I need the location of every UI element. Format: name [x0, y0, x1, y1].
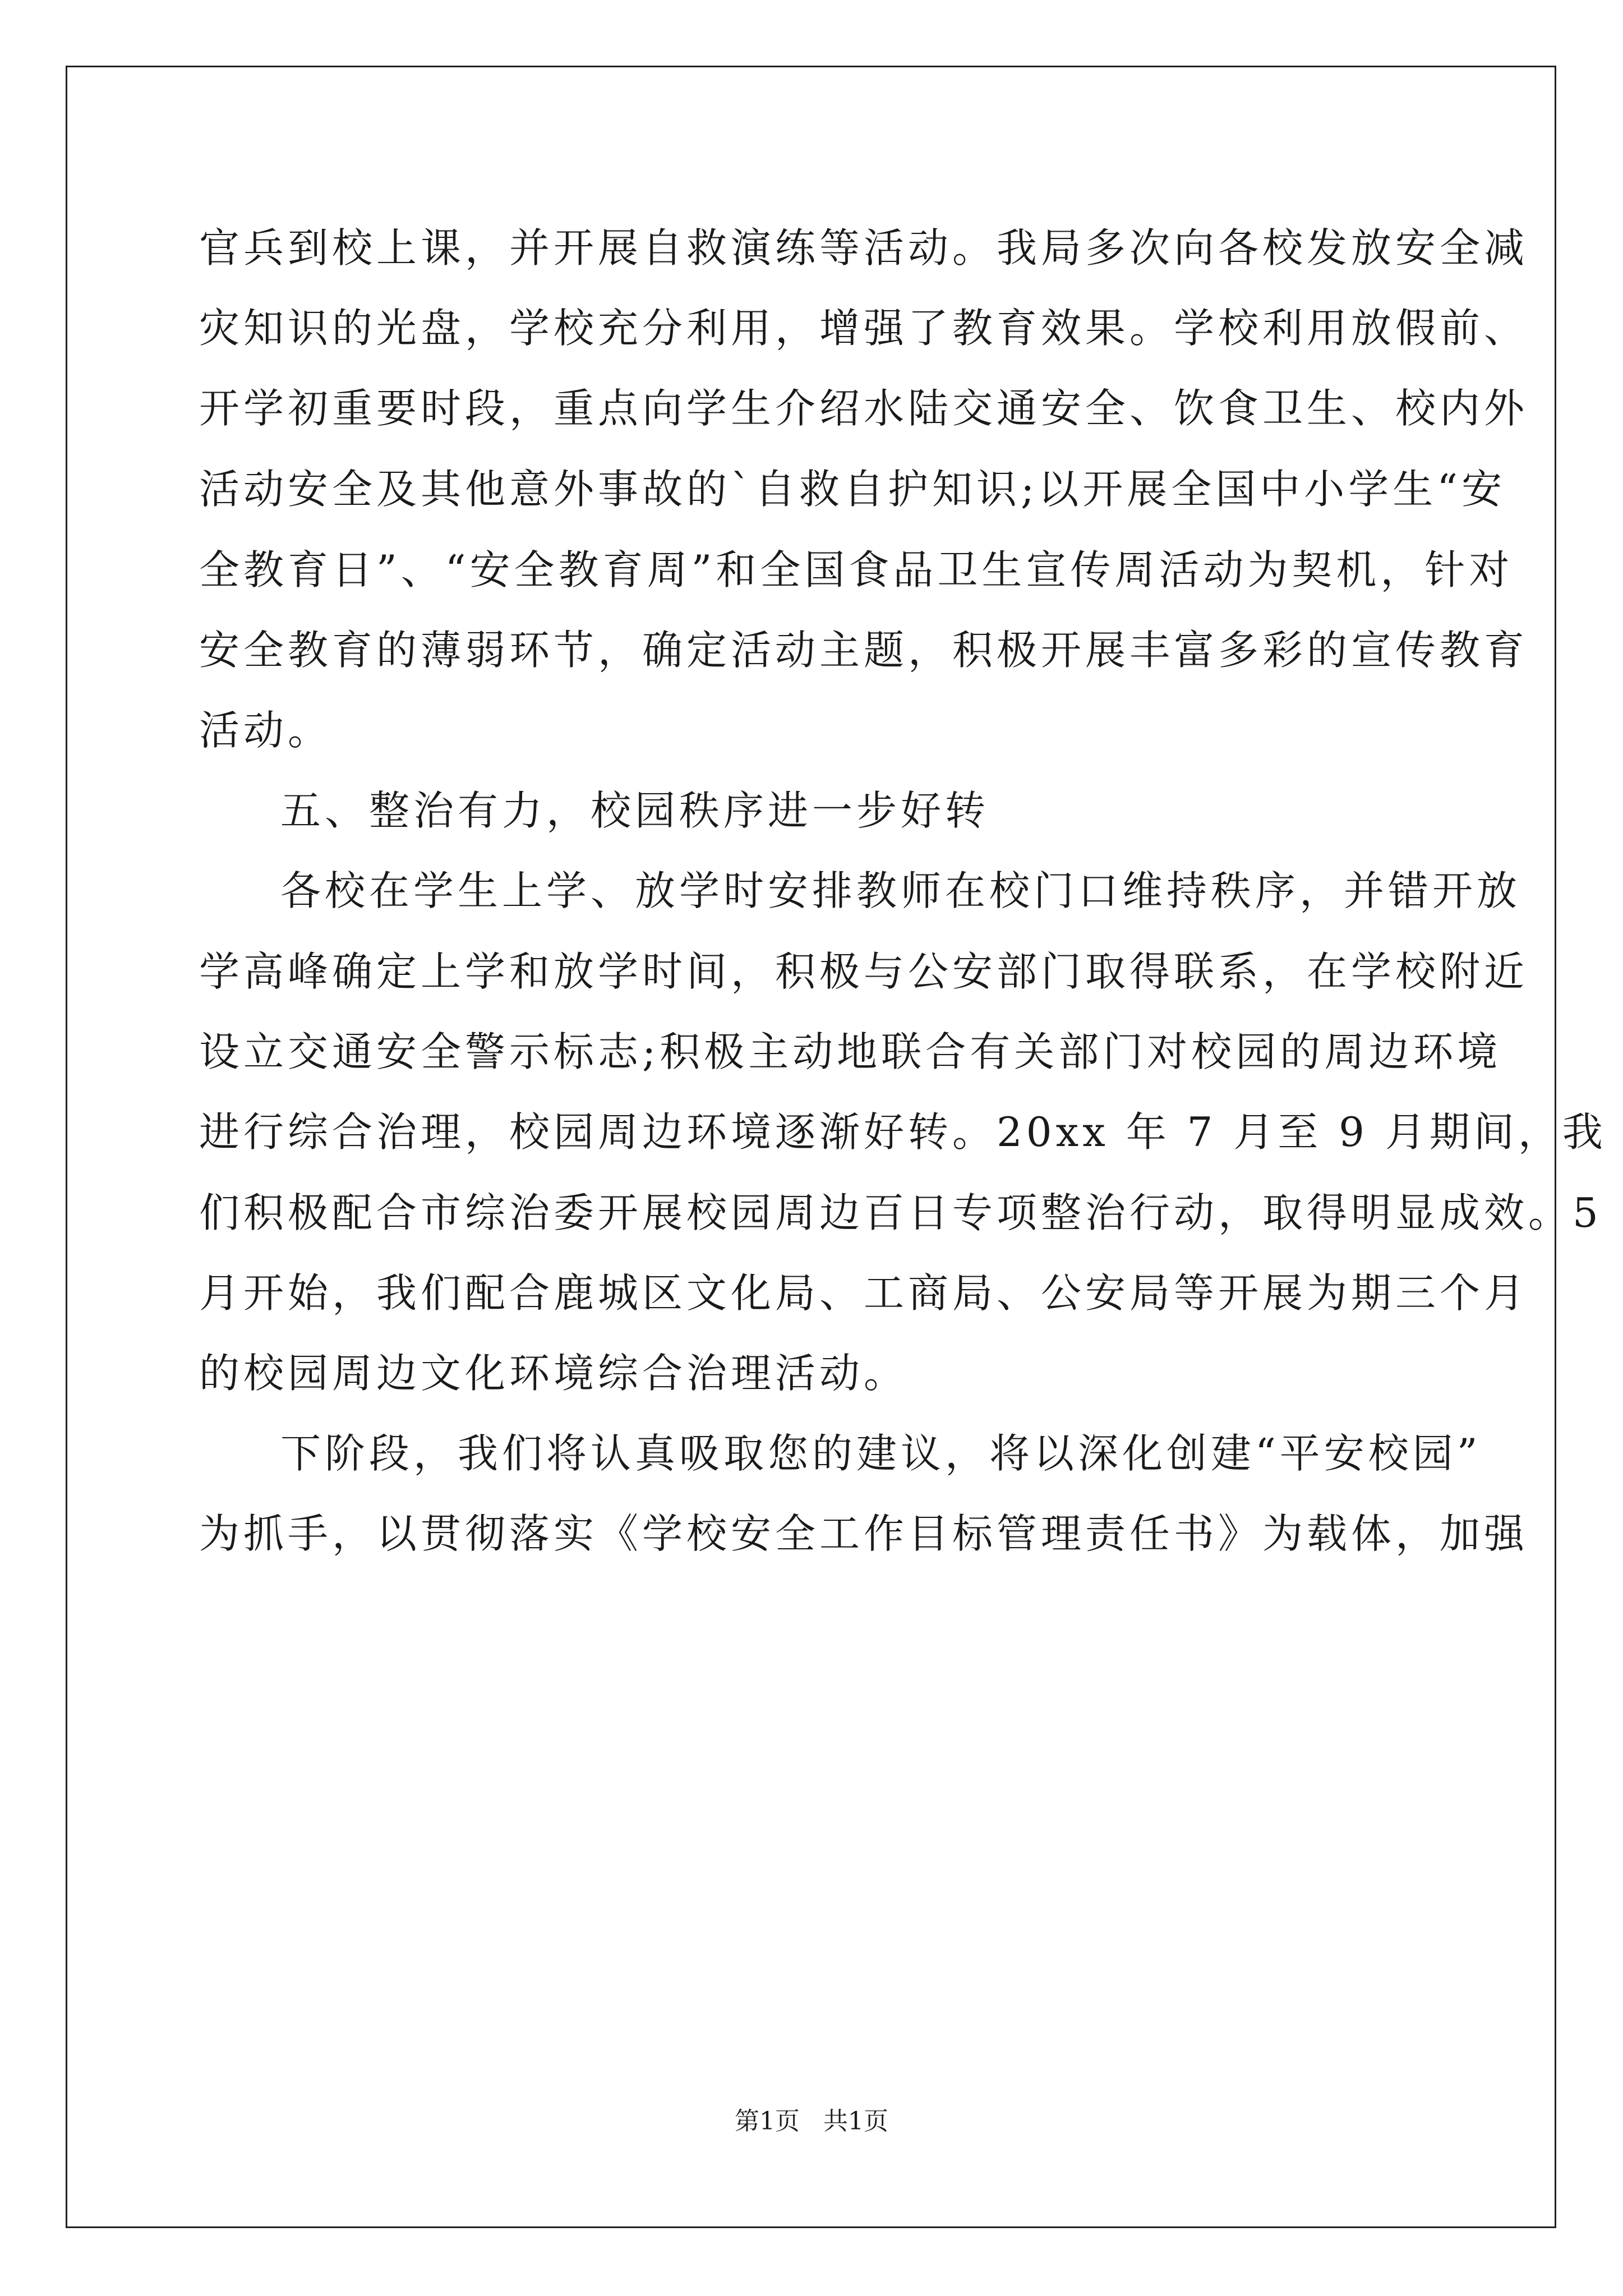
- text-line-10: 学高峰确定上学和放学时间，积极与公安部门取得联系，在学校附近: [199, 948, 1529, 995]
- section-heading: 五、整治有力，校园秩序进一步好转: [280, 787, 990, 834]
- text-line-7: 活动。: [199, 707, 333, 754]
- text-line-14: 月开始，我们配合鹿城区文化局、工商局、公安局等开展为期三个月: [199, 1269, 1529, 1317]
- text-line-9: 各校在学生上学、放学时安排教师在校门口维持秩序，并错开放: [280, 867, 1521, 914]
- page-number-footer: 第1页 共1页: [735, 2107, 888, 2136]
- text-line-12: 进行综合治理，校园周边环境逐渐好转。20xx 年 7 月至 9 月期间，我: [199, 1108, 1607, 1156]
- text-line-17: 为抓手，以贯彻落实《学校安全工作目标管理责任书》为载体，加强: [199, 1510, 1529, 1557]
- text-line-16: 下阶段，我们将认真吸取您的建议，将以深化创建“平安校园”: [280, 1430, 1482, 1477]
- text-line-6: 安全教育的薄弱环节，确定活动主题，积极开展丰富多彩的宣传教育: [199, 627, 1529, 674]
- text-line-4: 活动安全及其他意外事故的`自救自护知识;以开展全国中小学生“安: [199, 466, 1506, 513]
- text-line-5: 全教育日”、“安全教育周”和全国食品卫生宣传周活动为契机，针对: [199, 546, 1514, 593]
- text-line-15: 的校园周边文化环境综合治理活动。: [199, 1350, 909, 1397]
- text-line-1: 官兵到校上课，并开展自救演练等活动。我局多次向各校发放安全减: [199, 224, 1529, 272]
- text-line-11: 设立交通安全警示标志;积极主动地联合有关部门对校园的周边环境: [199, 1028, 1502, 1075]
- text-line-13: 们积极配合市综治委开展校园周边百日专项整治行动，取得明显成效。5: [199, 1189, 1602, 1236]
- text-line-2: 灾知识的光盘，学校充分利用，增强了教育效果。学校利用放假前、: [199, 305, 1529, 352]
- text-line-3: 开学初重要时段，重点向学生介绍水陆交通安全、饮食卫生、校内外: [199, 385, 1529, 432]
